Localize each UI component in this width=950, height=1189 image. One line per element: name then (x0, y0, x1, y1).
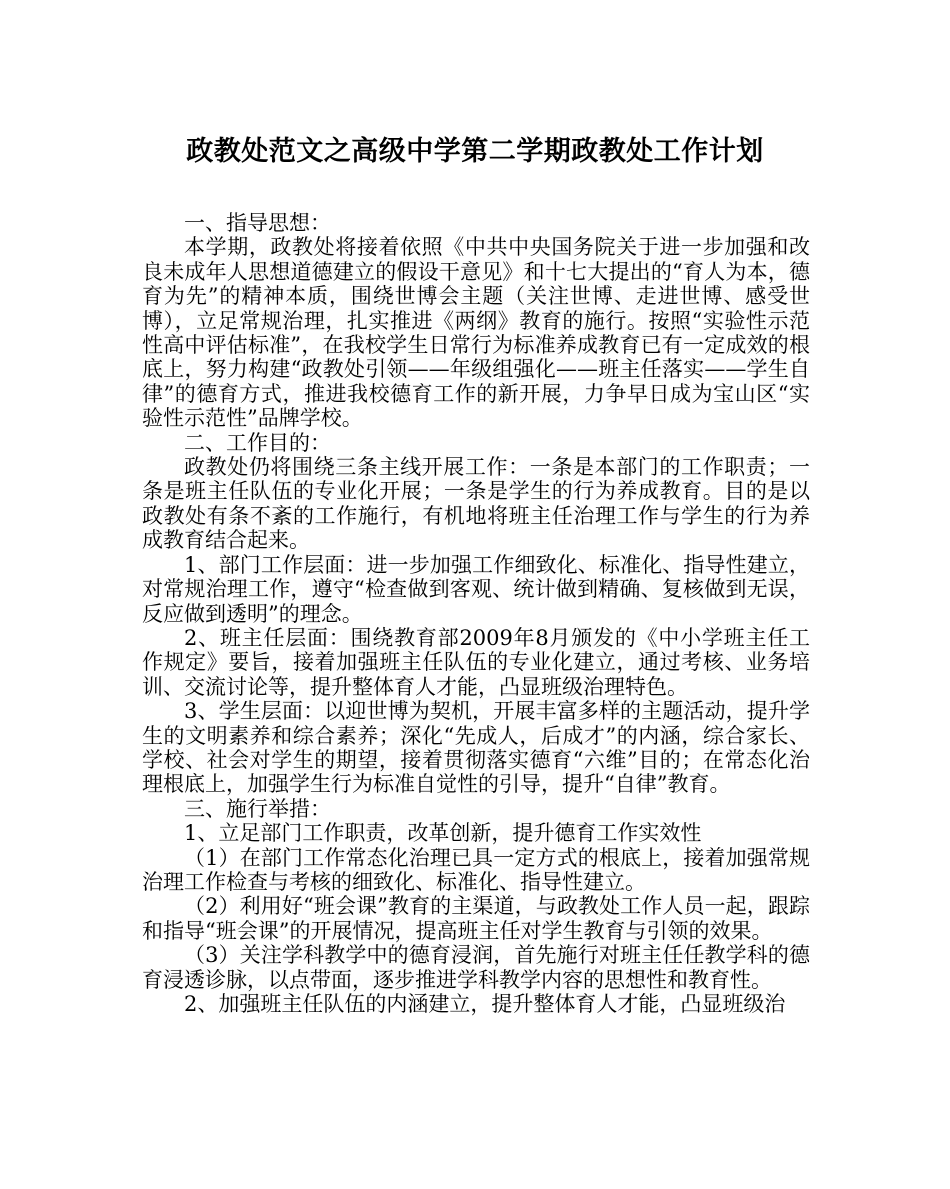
paragraph: 2、加强班主任队伍的内涵建立，提升整体育人才能，凸显班级治 (184, 992, 786, 1016)
document-title: 政教处范文之高级中学第二学期政教处工作计划 (186, 136, 764, 167)
paragraph-heading-measures: 三、施行举措： (184, 796, 331, 821)
paragraph-heading-work-goals: 二、工作目的： (184, 430, 331, 455)
document-body (142, 211, 810, 1016)
paragraph: （1）在部门工作常态化治理已具一定方式的根底上，接着加强常规治理工作检查与考核的细致化、标准化、指导性建立。 (142, 845, 810, 894)
paragraph: 1、立足部门工作职责，改革创新，提升德育工作实效性 (184, 821, 702, 846)
paragraph: （2）利用好“班会课”教育的主渠道，与政教处工作人员一起，跟踪和指导“班会课”的开展情况，提高班主任对学生教育与引领的效果。 (142, 894, 810, 943)
paragraph: 本学期，政教处将接着依照《中共中央国务院关于进一步加强和改良未成年人思想道德建立的假设干意见》和十七大提出的“育人为本，德育为先”的精神本质，围绕世博会主题（关注世博、走进世博、感受世博），立足常规治理，扎实推进《两纲》教育的施行。按照“实验性示范性高中评估标准”，在我校学生日常行为标准养成教育已有一定成效的根底上，努力构建“政教处引领——年级组强化——班主任落实——学生自律”的德育方式，推进我校德育工作的新开展，力争早日成为宝山区“实验性示范性”品牌学校。 (142, 235, 810, 431)
paragraph: 政教处仍将围绕三条主线开展工作：一条是本部门的工作职责；一条是班主任队伍的专业化开展；一条是学生的行为养成教育。目的是以政教处有条不紊的工作施行，有机地将班主任治理工作与学生的行为养成教育结合起来。 (142, 455, 810, 553)
paragraph-heading-guiding-thought: 一、指导思想： (184, 211, 331, 235)
paragraph: 3、学生层面：以迎世博为契机，开展丰富多样的主题活动，提升学生的文明素养和综合素养；深化“先成人，后成才”的内涵，综合家长、学校、社会对学生的期望，接着贯彻落实德育“六维”目的；在常态化治理根底上，加强学生行为标准自觉性的引导，提升“自律”教育。 (142, 699, 810, 797)
paragraph: 1、部门工作层面：进一步加强工作细致化、标准化、指导性建立，对常规治理工作，遵守“检查做到客观、统计做到精确、复核做到无误，反应做到透明”的理念。 (142, 552, 810, 626)
paragraph: （3）关注学科教学中的德育浸润，首先施行对班主任任教学科的德育浸透诊脉，以点带面，逐步推进学科教学内容的思想性和教育性。 (142, 943, 810, 992)
paragraph: 2、班主任层面：围绕教育部2009年8月颁发的《中小学班主任工作规定》要旨，接着加强班主任队伍的专业化建立，通过考核、业务培训、交流讨论等，提升整体育人才能，凸显班级治理特色。 (142, 625, 810, 699)
